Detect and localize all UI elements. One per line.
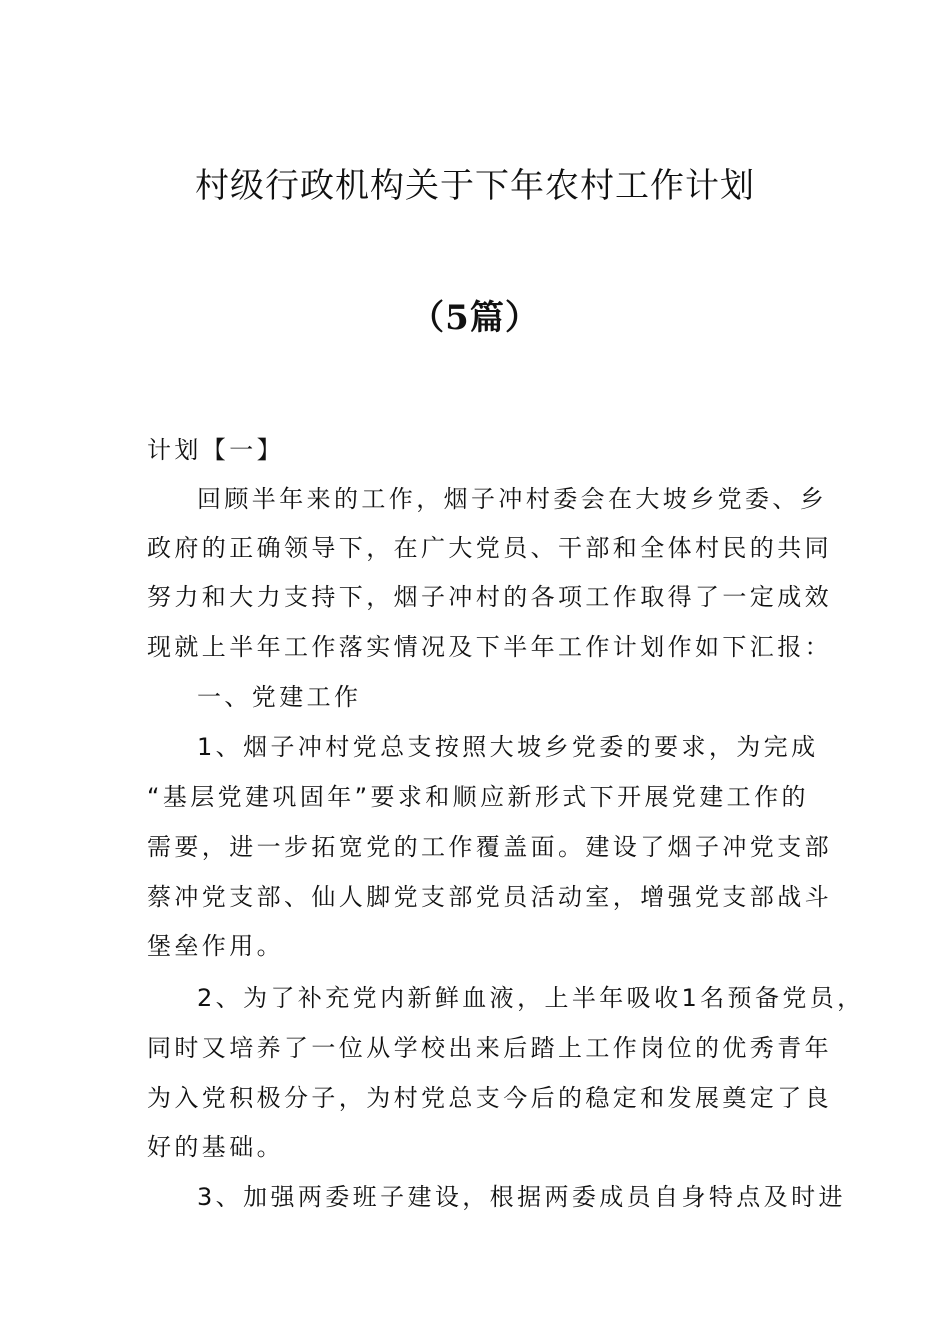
paragraph-line: 好的基础。 [147, 1133, 284, 1161]
paragraph-line: 堡垒作用。 [147, 932, 284, 960]
subsection-heading: 一、党建工作 [197, 683, 362, 711]
section-heading: 计划【一】 [147, 436, 284, 464]
paragraph-line: 努力和大力支持下，烟子冲村的各项工作取得了一定成效 [147, 583, 832, 611]
paragraph-line: 蔡冲党支部、仙人脚党支部党员活动室，增强党支部战斗 [147, 883, 832, 911]
paragraph-line: 同时又培养了一位从学校出来后踏上工作岗位的优秀青年 [147, 1034, 832, 1062]
paragraph-line: 回顾半年来的工作，烟子冲村委会在大坡乡党委、乡 [197, 485, 828, 513]
document-title: 村级行政机构关于下年农村工作计划 [195, 166, 755, 206]
paragraph-line: 3、加强两委班子建设，根据两委成员自身特点及时进 [197, 1183, 846, 1211]
paragraph-line: 2、为了补充党内新鲜血液，上半年吸收1名预备党员， [197, 984, 865, 1012]
document-subtitle: （5篇） [410, 298, 540, 338]
paragraph-line: 为入党积极分子，为村党总支今后的稳定和发展奠定了良 [147, 1084, 832, 1112]
paragraph-line: 现就上半年工作落实情况及下半年工作计划作如下汇报： [147, 633, 832, 661]
paragraph-line: 1、烟子冲村党总支按照大坡乡党委的要求，为完成 [197, 733, 819, 761]
paragraph-line: 政府的正确领导下，在广大党员、干部和全体村民的共同 [147, 534, 832, 562]
paragraph-line: “基层党建巩固年”要求和顺应新形式下开展党建工作的 [147, 783, 809, 811]
paragraph-line: 需要，进一步拓宽党的工作覆盖面。建设了烟子冲党支部 [147, 833, 832, 861]
